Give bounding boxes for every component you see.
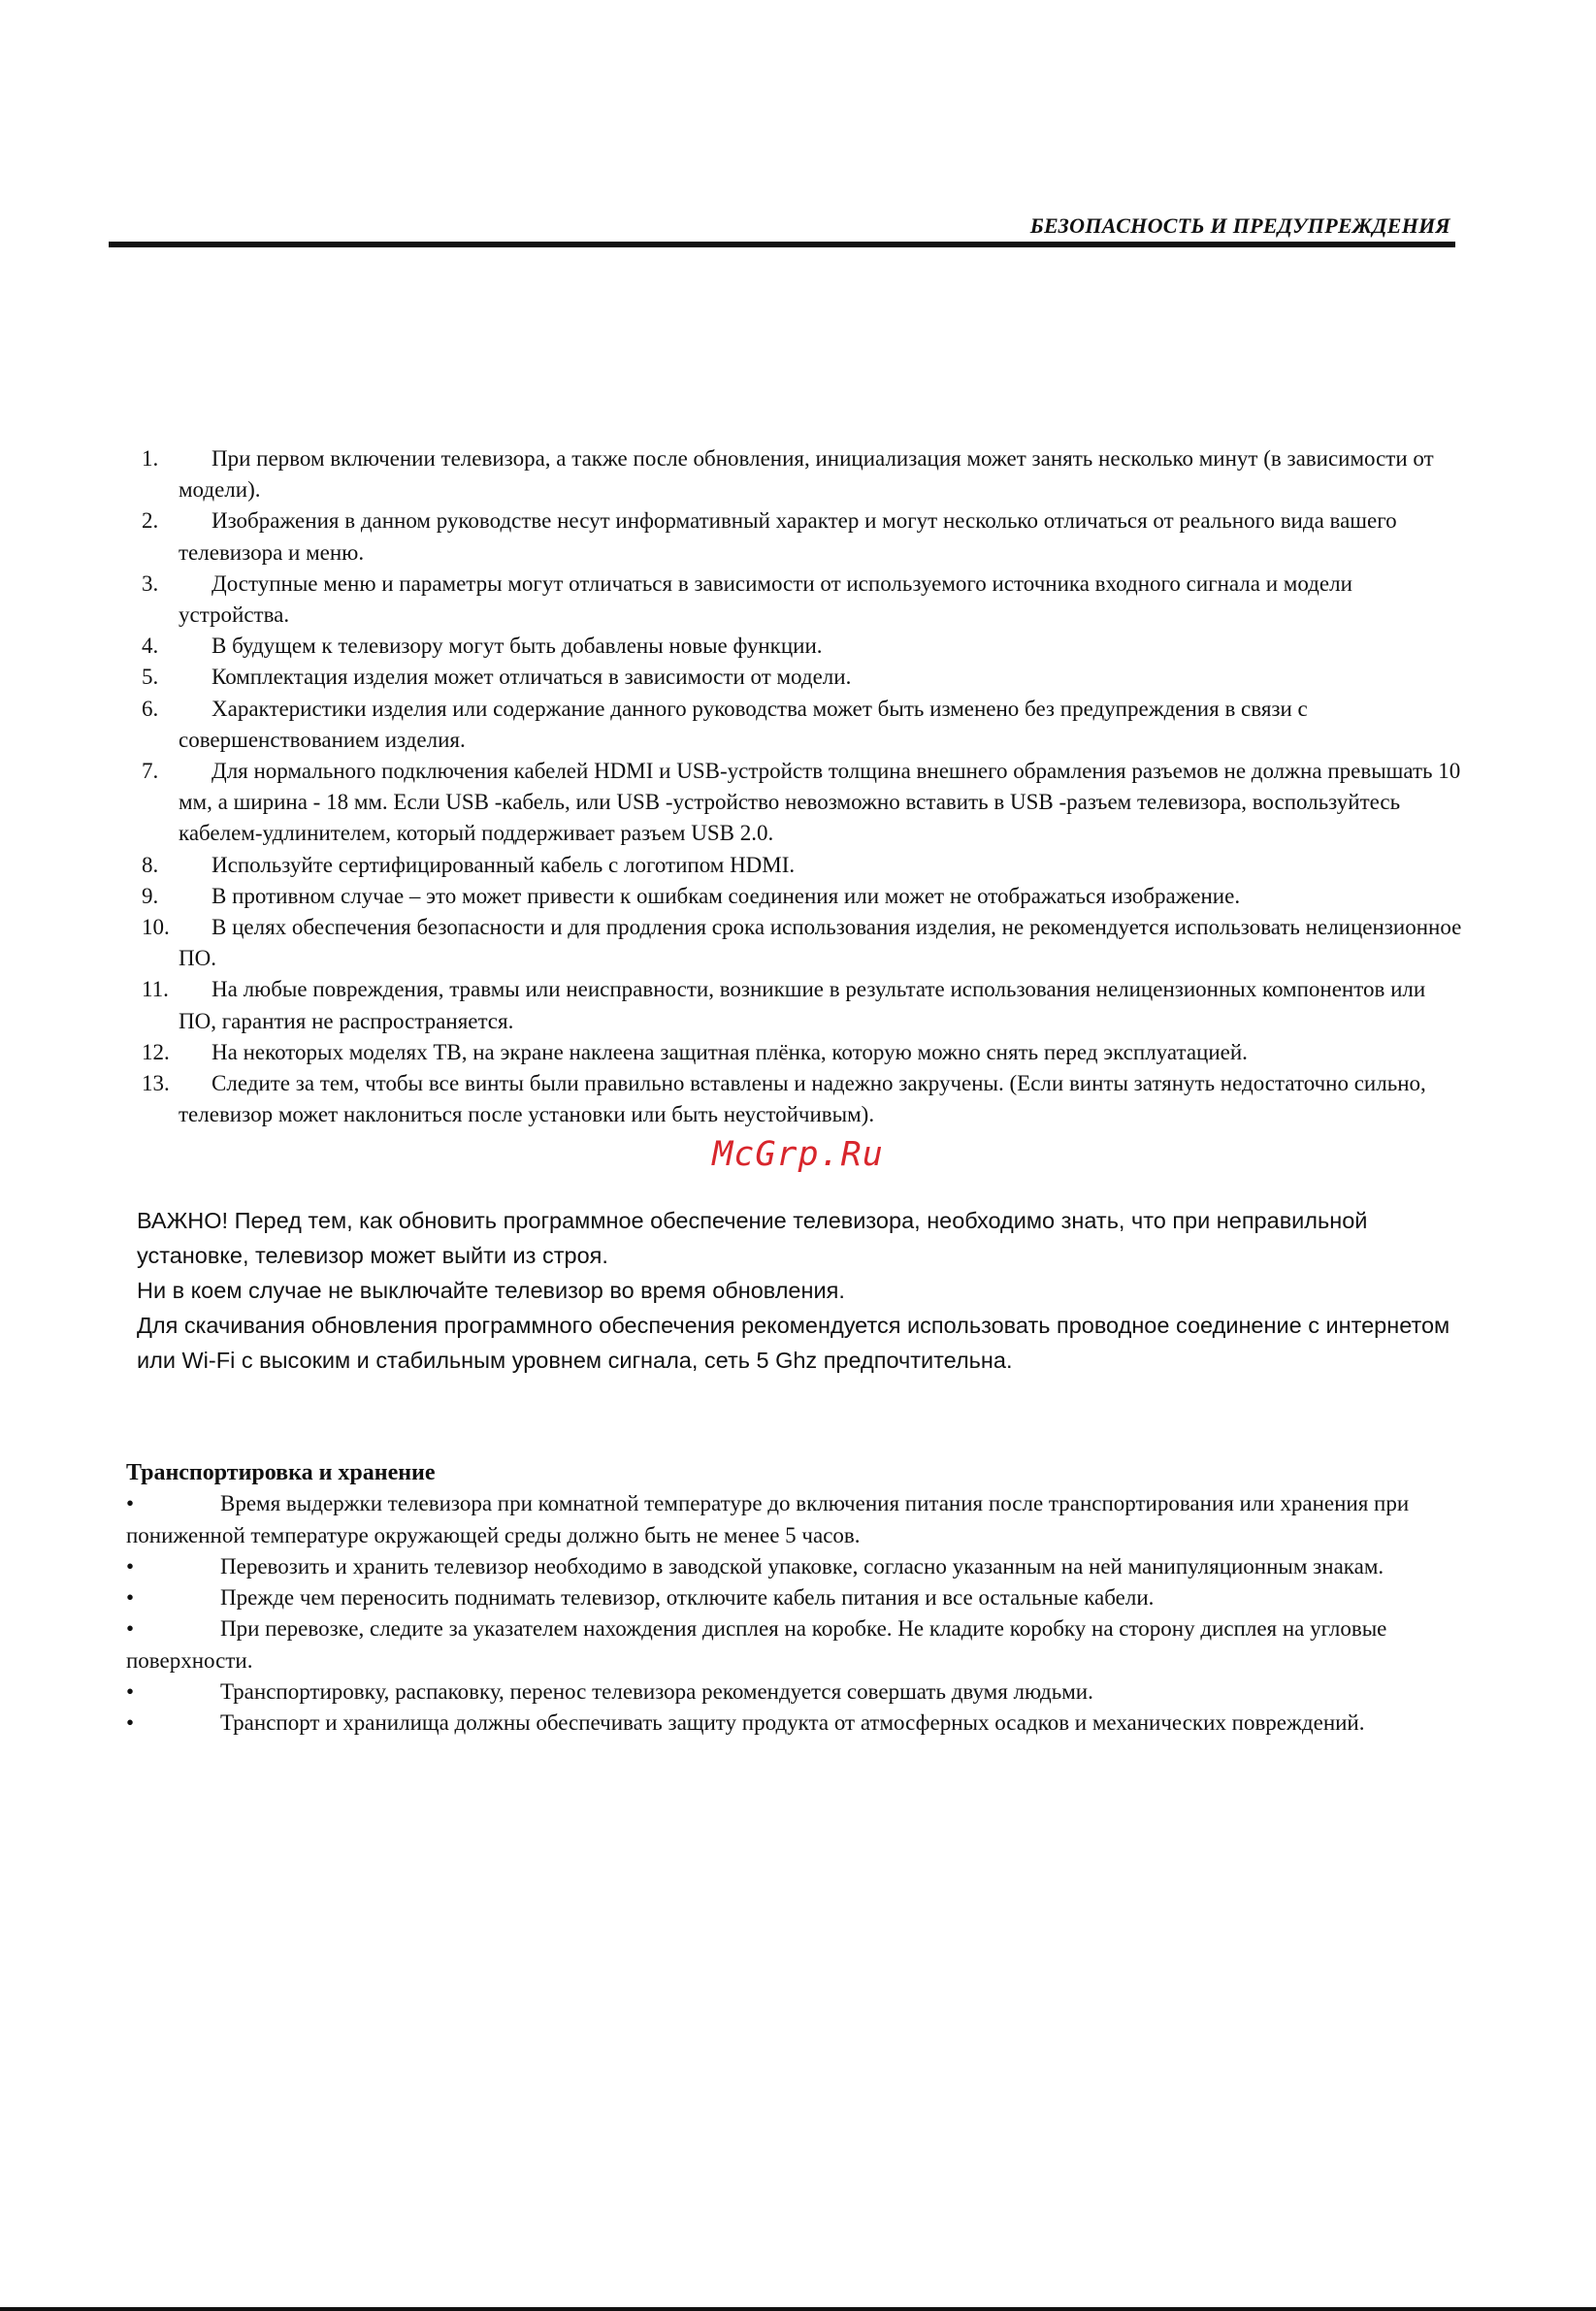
transport-section — [126, 1457, 1467, 1740]
bottom-divider — [0, 2307, 1596, 2311]
list-item-text: Изображения в данном руководстве несут информативный характер и могут несколько отличаться от реального вида вашего телевизора и меню. — [179, 508, 1397, 565]
important-paragraph: Ни в коем случае не выключайте телевизор во время обновления. — [137, 1278, 845, 1303]
list-item — [126, 1551, 1467, 1582]
list-item — [126, 1582, 1467, 1613]
important-paragraph: Для скачивания обновления программного обеспечения рекомендуется использовать проводное соединение с интернетом или Wi-Fi с высоким и стабильным уровнем сигнала, сеть 5 Ghz предпочтительна. — [137, 1313, 1450, 1373]
bullet-icon: • — [126, 1553, 135, 1579]
bullet-icon: • — [126, 1616, 135, 1642]
transport-list — [126, 1488, 1467, 1739]
list-item — [142, 505, 1465, 568]
list-item — [142, 443, 1465, 505]
list-item-number: 4. — [142, 634, 159, 659]
list-item-number: 13. — [142, 1071, 170, 1096]
list-item-text: Комплектация изделия может отличаться в зависимости от модели. — [212, 665, 852, 690]
list-item-number: 1. — [142, 446, 159, 471]
list-item-text: Транспортировку, распаковку, перенос телевизора рекомендуется совершать двумя людьми. — [220, 1679, 1093, 1705]
list-item-text: В противном случае – это может привести к ошибкам соединения или может не отображаться изображение. — [212, 883, 1241, 908]
list-item-text: Прежде чем переносить поднимать телевизор, отключите кабель питания и все остальные кабели. — [220, 1585, 1155, 1611]
bullet-icon: • — [126, 1710, 135, 1736]
list-item — [142, 569, 1465, 631]
list-item-number: 2. — [142, 508, 159, 534]
list-item — [142, 662, 1465, 693]
list-item-number: 3. — [142, 570, 159, 596]
list-item-number: 9. — [142, 883, 159, 908]
list-item-text: Транспорт и хранилища должны обеспечивать защиту продукта от атмосферных осадков и механических повреждений. — [220, 1710, 1365, 1736]
bullet-icon: • — [126, 1585, 135, 1611]
header-divider — [109, 242, 1455, 247]
list-item-text: При первом включении телевизора, а также после обновления, инициализация может занять несколько минут (в зависимости от модели). — [179, 446, 1434, 503]
list-item — [126, 1676, 1467, 1708]
watermark: McGrp.Ru — [712, 1135, 884, 1174]
list-item — [142, 912, 1465, 974]
list-item — [142, 1037, 1465, 1068]
list-item-number: 12. — [142, 1039, 170, 1064]
list-item — [142, 974, 1465, 1036]
list-item-text: В будущем к телевизору могут быть добавлены новые функции. — [212, 634, 823, 659]
list-item — [142, 850, 1465, 881]
section-heading: Транспортировка и хранение — [126, 1460, 436, 1485]
list-item — [142, 881, 1465, 912]
list-item-text: В целях обеспечения безопасности и для продления срока использования изделия, не рекомендуется использовать нелицензионное ПО. — [179, 915, 1462, 971]
list-item-text: Время выдержки телевизора при комнатной температуре до включения питания после транспортирования или хранения при пониженной температуре окружающей среды должно быть не менее 5 часов. — [126, 1491, 1410, 1547]
important-notice — [137, 1203, 1466, 1378]
list-item — [126, 1708, 1467, 1739]
list-item — [142, 1068, 1465, 1130]
list-item-text: Следите за тем, чтобы все винты были правильно вставлены и надежно закручены. (Если винты затянуть недостаточно сильно, телевизор может наклониться после установки или быть неустойчивым). — [179, 1071, 1426, 1127]
list-item-text: На некоторых моделях ТВ, на экране наклеена защитная плёнка, которую можно снять перед эксплуатацией. — [212, 1039, 1248, 1064]
bullet-icon: • — [126, 1491, 135, 1516]
list-item — [126, 1613, 1467, 1676]
list-item — [142, 756, 1465, 850]
list-item-text: На любые повреждения, травмы или неисправности, возникшие в результате использования нелицензионных компонентов или ПО, гарантия не распространяется. — [179, 977, 1426, 1033]
list-item-text: Доступные меню и параметры могут отличаться в зависимости от используемого источника входного сигнала и модели устройства. — [179, 570, 1352, 628]
bullet-icon: • — [126, 1679, 135, 1705]
list-item — [126, 1488, 1467, 1551]
page-header-title: БЕЗОПАСНОСТЬ И ПРЕДУПРЕЖДЕНИЯ — [1029, 213, 1450, 238]
list-item-number: 8. — [142, 852, 159, 877]
list-item-number: 5. — [142, 665, 159, 690]
list-item-text: Перевозить и хранить телевизор необходимо в заводской упаковке, согласно указанным на ней манипуляционным знакам. — [220, 1553, 1384, 1579]
safety-notes-list — [142, 443, 1465, 1130]
list-item-text: Характеристики изделия или содержание данного руководства может быть изменено без предупреждения в связи с совершенствованием изделия. — [179, 696, 1308, 752]
list-item-number: 6. — [142, 696, 159, 721]
important-paragraph: ВАЖНО! Перед тем, как обновить программное обеспечение телевизора, необходимо знать, что при неправильной установке, телевизор может выйти из строя. — [137, 1208, 1368, 1268]
list-item-number: 7. — [142, 759, 159, 784]
list-item-text: При перевозке, следите за указателем нахождения дисплея на коробке. Не кладите коробку на сторону дисплея на угловые поверхности. — [126, 1616, 1387, 1673]
list-item-text: Для нормального подключения кабелей HDMI и USB-устройств толщина внешнего обрамления разъемов не должна превышать 10 мм, а ширина - 18 мм. Если USB -кабель, или USB -устройство невозможно вставить в USB -разъем телевизора, воспользуйтесь кабелем-удлинителем, который поддерживает разъем USB 2.0. — [179, 759, 1461, 846]
list-item-number: 11. — [142, 977, 169, 1002]
list-item — [142, 631, 1465, 662]
list-item — [142, 694, 1465, 756]
list-item-number: 10. — [142, 915, 170, 940]
list-item-text: Используйте сертифицированный кабель с логотипом HDMI. — [212, 852, 796, 877]
